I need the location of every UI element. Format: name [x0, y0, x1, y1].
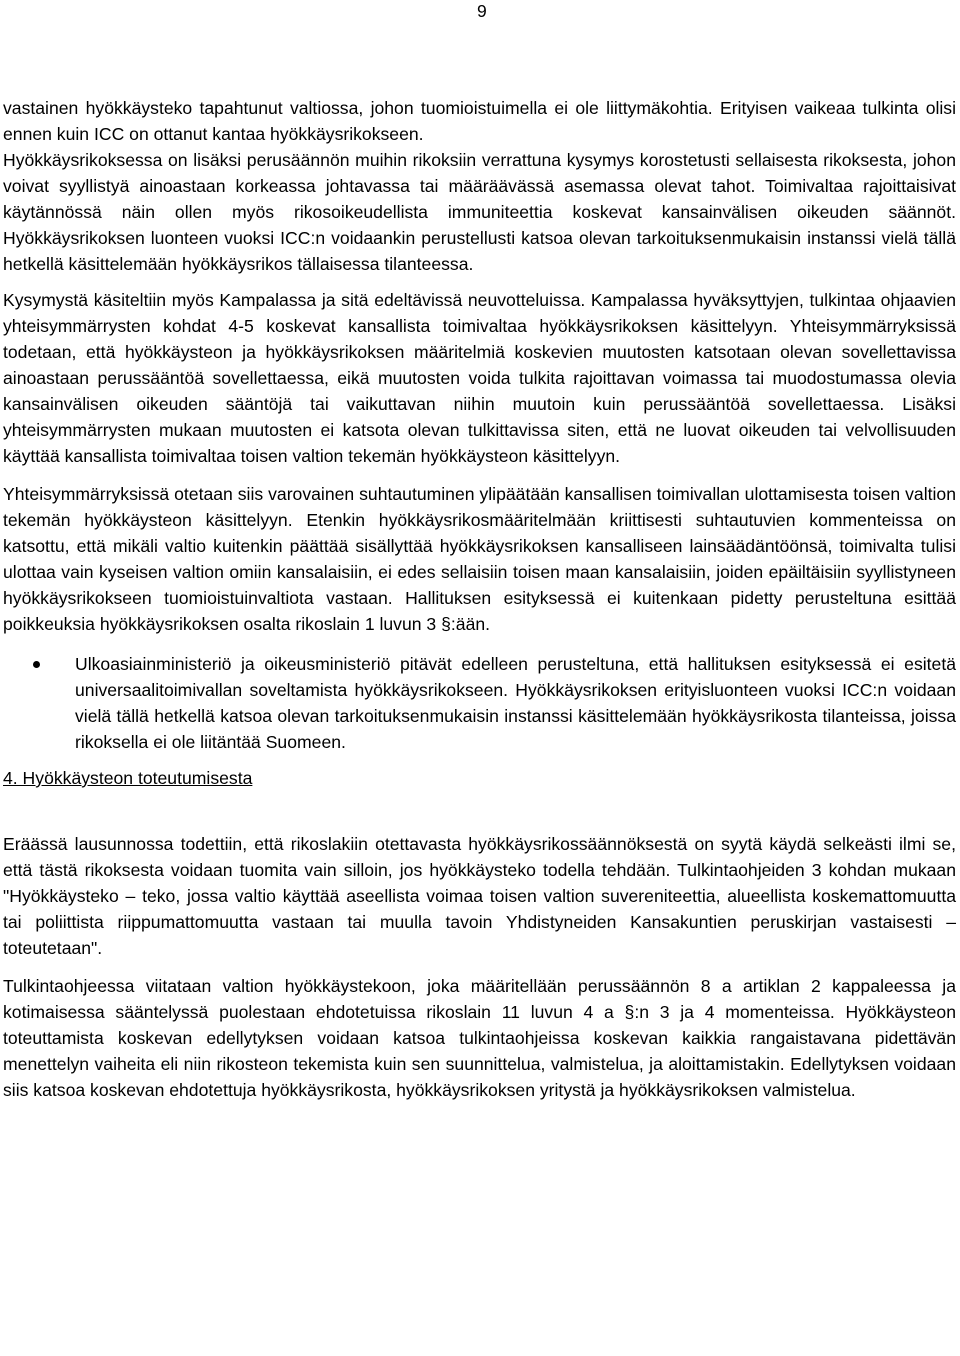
paragraph: Yhteisymmärryksissä otetaan siis varovainen suhtautuminen ylipäätään kansallisen toimivallan ulottamisesta toisen valtion tekemän hyökkäysteon käsittelyyn. Etenkin hyökkäysrikosmääritelmään kriittisesti suhtautuvien kommenteissa on katsottu, että mikäli valtio kuitenkin päättää sisällyttää hyökkäysrikoksen kansalliseen lainsäädäntöönsä, toimivalta tulisi ulottaa vain kyseisen valtion omiin kansalaisiin, ei edes sellaisiin toisen maan kansalaisiin, joiden epäiltäisiin syyllistyneen hyökkäysrikokseen tuomioistuinvaltiota vastaan. Hallituksen esityksessä ei kuitenkaan pidetty perusteltuna esittää poikkeuksia hyökkäysrikoksen osalta rikoslain 1 luvun 3 §:ään.	[3, 484, 956, 634]
bullet-list	[3, 651, 956, 755]
paragraph: Hyökkäysrikoksessa on lisäksi perusäännön muihin rikoksiin verrattuna kysymys korostetusti sellaisesta rikoksesta, johon voivat syyllistyä ainoastaan korkeassa johtavassa tai määräävässä asemassa olevat tahot. Toimivaltaa rajoittaisivat käytännössä näin ollen myös rikosoikeudellista immuniteettia koskevat kansainvälisen oikeuden säännöt. Hyökkäysrikoksen luonteen vuoksi ICC:n voidaankin perustellusti katsoa olevan tarkoituksenmukaisin instanssi vielä tällä hetkellä käsittelemään hyökkäysrikos tällaisessa tilanteessa.	[3, 150, 956, 274]
list-item	[75, 651, 956, 755]
document-body	[3, 95, 956, 1103]
bullet-icon	[33, 661, 40, 668]
paragraph: Kysymystä käsiteltiin myös Kampalassa ja sitä edeltävissä neuvotteluissa. Kampalassa hyväksyttyjen, tulkintaa ohjaavien yhteisymmärrysten kohdat 4-5 koskevat kansallista toimivaltaa hyökkäysrikoksen käsittelyyn. Yhteisymmärryksissä todetaan, että hyökkäysteon ja hyökkäysrikoksen määritelmiä koskevien muutosten katsotaan olevan sovellettavissa ainoastaan perussääntöä sovellettaessa, eikä muutosten voida tulkita rajoittavan voimassa tai muodostumassa olevia kansainvälisen oikeuden sääntöjä tai vaikuttavan niihin muutoin kuin perussääntöä sovellettaessa. Lisäksi yhteisymmärrysten mukaan muutosten ei katsota olevan tulkittavissa siten, että ne luovat oikeuden tai velvollisuuden käyttää kansallista toimivaltaa toisen valtion tekemän hyökkäysteon käsittelyyn.	[3, 290, 956, 466]
list-item-text: Ulkoasiainministeriö ja oikeusministeriö pitävät edelleen perusteltuna, että hallituksen esityksessä ei esitetä universaalitoimivallan soveltamista hyökkäysrikokseen. Hyökkäysrikoksen erityisluonteen vuoksi ICC:n voidaan vielä tällä hetkellä katsoa olevan tarkoituksenmukaisin instanssi käsittelemään hyökkäysrikosta tilanteissa, joissa rikoksella ei ole liitäntää Suomeen.	[75, 654, 956, 752]
page-number: 9	[477, 1, 487, 21]
section-heading: 4. Hyökkäysteon toteutumisesta	[3, 768, 253, 788]
paragraph: Eräässä lausunnossa todettiin, että rikoslakiin otettavasta hyökkäysrikossäännöksestä on syytä käydä selkeästi ilmi se, että tästä rikoksesta voidaan tuomita vain silloin, jos hyökkäysteko todella tehdään. Tulkintaohjeiden 3 kohdan mukaan "Hyökkäysteko – teko, jossa valtio käyttää aseellista voimaa toisen valtion suvereniteettia, alueellista koskemattomuutta tai poliittista riippumattomuutta vastaan tai muulla tavoin Yhdistyneiden Kansakuntien peruskirjan vastaisesti – toteutetaan".	[3, 834, 956, 958]
paragraph: Tulkintaohjeessa viitataan valtion hyökkäystekoon, joka määritellään perussäännön 8 a artiklan 2 kappaleessa ja kotimaisessa sääntelyssä puolestaan ehdotetuissa rikoslain 11 luvun 4 a §:n 3 ja 4 momenteissa. Hyökkäysteon toteuttamista koskevan edellytyksen voidaan katsoa tulkintaohjeissa koskevan kaikkia rangaistavana pidettävän menettelyn vaiheita eli niin rikosteon tekemista kuin sen suunnittelua, valmistelua, ja aloittamistakin. Edellytyksen voidaan siis katsoa koskevan ehdotettuja hyökkäysrikosta, hyökkäysrikoksen yritystä ja hyökkäysrikoksen valmistelua.	[3, 976, 956, 1100]
paragraph: vastainen hyökkäysteko tapahtunut valtiossa, johon tuomioistuimella ei ole liittymäkohtia. Erityisen vaikeaa tulkinta olisi ennen kuin ICC on ottanut kantaa hyökkäysrikokseen.	[3, 98, 956, 144]
